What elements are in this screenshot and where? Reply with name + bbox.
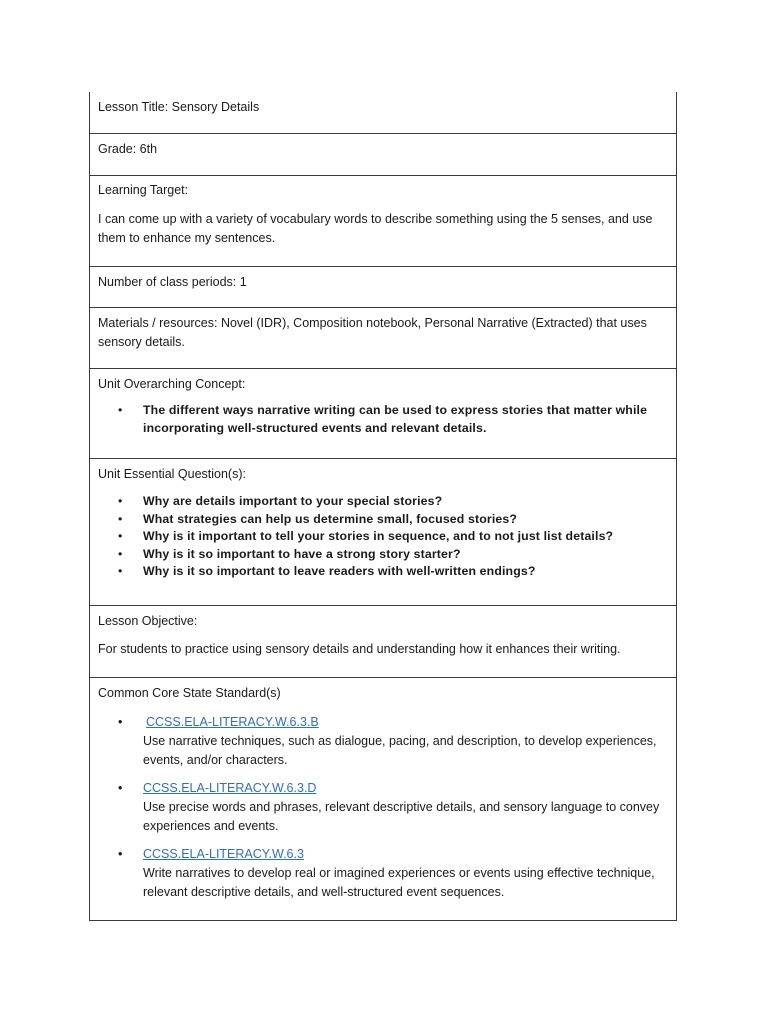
row-lesson-objective [90, 606, 676, 678]
grade-label: Grade: 6th [98, 142, 158, 156]
question-text: Why is it important to tell your stories in sequence, and to not just list details? [143, 529, 614, 543]
bullet-icon: • [118, 847, 123, 861]
standard-link[interactable]: CCSS.ELA-LITERACY.W.6.3.B [146, 715, 319, 729]
row-grade [90, 134, 676, 176]
materials-text: Materials / resources: Novel (IDR), Composition notebook, Personal Narrative (Extracted) that uses sensory details. [98, 316, 647, 349]
objective-text: For students to practice using sensory details and understanding how it enhances their writing. [98, 642, 621, 656]
list-item [98, 493, 668, 511]
standard-text: Write narratives to develop real or imagined experiences or events using effective technique, relevant descriptive details, and well-structured event sequences. [143, 866, 655, 899]
bullet-icon: • [118, 564, 123, 578]
standard-link[interactable]: CCSS.ELA-LITERACY.W.6.3.D [143, 781, 317, 795]
standard-text: Use narrative techniques, such as dialogue, pacing, and description, to develop experiences, events, and/or characters. [143, 734, 657, 767]
row-standards [90, 678, 676, 920]
bullet-icon: • [118, 511, 123, 526]
class-periods-label: Number of class periods: 1 [98, 275, 247, 289]
bullet-icon: • [118, 546, 123, 561]
row-learning-target [90, 176, 676, 267]
row-essential-questions [90, 459, 676, 606]
question-text: What strategies can help us determine small, focused stories? [143, 511, 518, 526]
standard-link[interactable]: CCSS.ELA-LITERACY.W.6.3 [143, 847, 304, 861]
question-text: Why is it so important to have a strong story starter? [143, 546, 461, 561]
standard-item [98, 845, 668, 902]
row-overarching-concept [90, 369, 676, 459]
standard-item [98, 779, 668, 836]
row-materials [90, 308, 676, 369]
lesson-plan-table [89, 92, 677, 921]
concept-list [98, 402, 668, 437]
bullet-icon: • [118, 781, 123, 795]
bullet-icon: • [118, 403, 123, 417]
objective-label: Lesson Objective: [98, 614, 198, 628]
learning-target-label: Learning Target: [98, 183, 189, 197]
question-text: Why are details important to your special stories? [143, 494, 443, 508]
bullet-icon: • [118, 715, 123, 729]
standard-item [98, 713, 668, 770]
list-item [98, 528, 668, 546]
row-lesson-title [90, 92, 676, 134]
question-text: Why is it so important to leave readers with well-written endings? [143, 564, 536, 578]
standards-label: Common Core State Standard(s) [98, 686, 281, 700]
list-item [98, 511, 668, 529]
row-class-periods [90, 267, 676, 308]
standard-text: Use precise words and phrases, relevant descriptive details, and sensory language to convey experiences and events. [143, 800, 660, 833]
questions-list [98, 493, 668, 581]
bullet-icon: • [118, 494, 123, 508]
lesson-title: Lesson Title: Sensory Details [98, 100, 260, 114]
list-item [98, 563, 668, 581]
list-item [98, 402, 668, 437]
learning-target-text: I can come up with a variety of vocabulary words to describe something using the 5 senses, and use them to enhance my sentences. [98, 212, 653, 245]
concept-label: Unit Overarching Concept: [98, 377, 246, 391]
questions-label: Unit Essential Question(s): [98, 467, 246, 481]
list-item [98, 546, 668, 564]
bullet-icon: • [118, 529, 123, 543]
concept-item-text: The different ways narrative writing can be used to express stories that matter while incorporating well-structured events and relevant details. [143, 403, 648, 435]
